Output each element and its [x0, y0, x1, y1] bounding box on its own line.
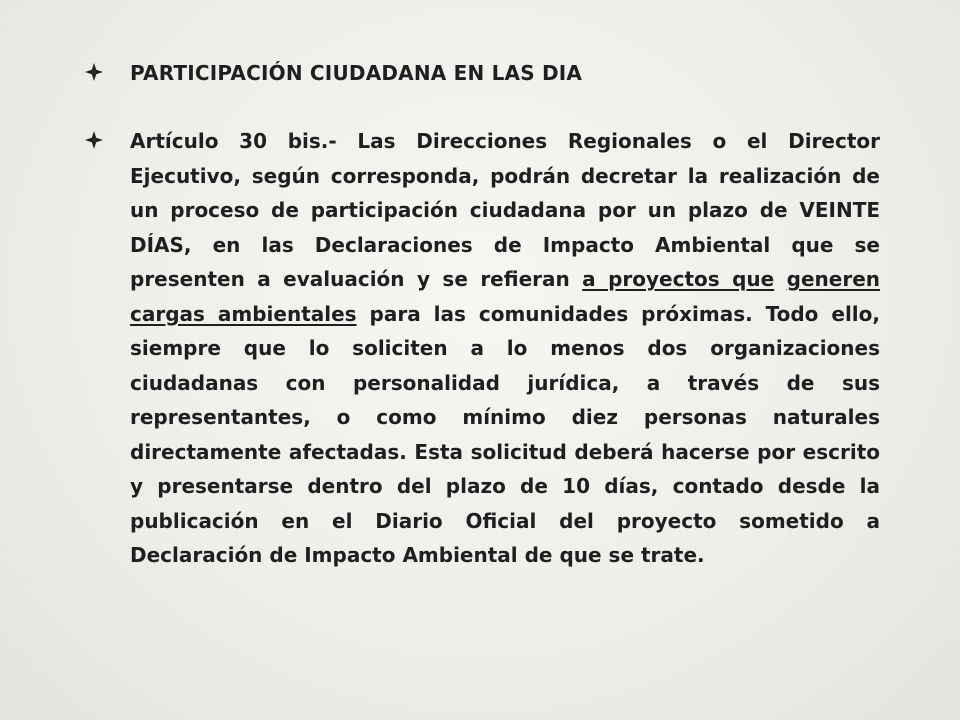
- article-underlined-phrase-1: a proyectos que: [582, 267, 775, 291]
- heading-bullet: [84, 56, 884, 90]
- article-text-part-1: Artículo 30 bis.- Las Direcciones Regionales o el Director Ejecutivo, según corresponda, podrán decretar la realización de un proceso de participación ciudadana por un plazo de VEINTE DÍAS, en las Declaraciones de Impacto Ambiental que se presenten a evaluación y se refieran: [130, 129, 880, 291]
- diamond-bullet-icon: [84, 56, 130, 82]
- article-underlined-phrase-2: generen cargas ambientales: [130, 267, 880, 326]
- diamond-bullet-icon: [84, 124, 130, 150]
- article-text: [130, 124, 880, 573]
- article-bullet: [84, 124, 884, 573]
- article-text-part-2: para las comunidades próximas. Todo ello, siempre que lo soliciten a lo menos dos organizaciones ciudadanas con personalidad jurídica, a través de sus representantes, o como mínimo diez personas naturales directamente afectadas. Esta solicitud deberá hacerse por escrito y presentarse dentro del plazo de 10 días, contado desde la publicación en el Diario Oficial del proyecto sometido a Declaración de Impacto Ambiental de que se trate.: [130, 301, 880, 567]
- slide-heading: PARTICIPACIÓN CIUDADANA EN LAS DIA: [130, 61, 583, 85]
